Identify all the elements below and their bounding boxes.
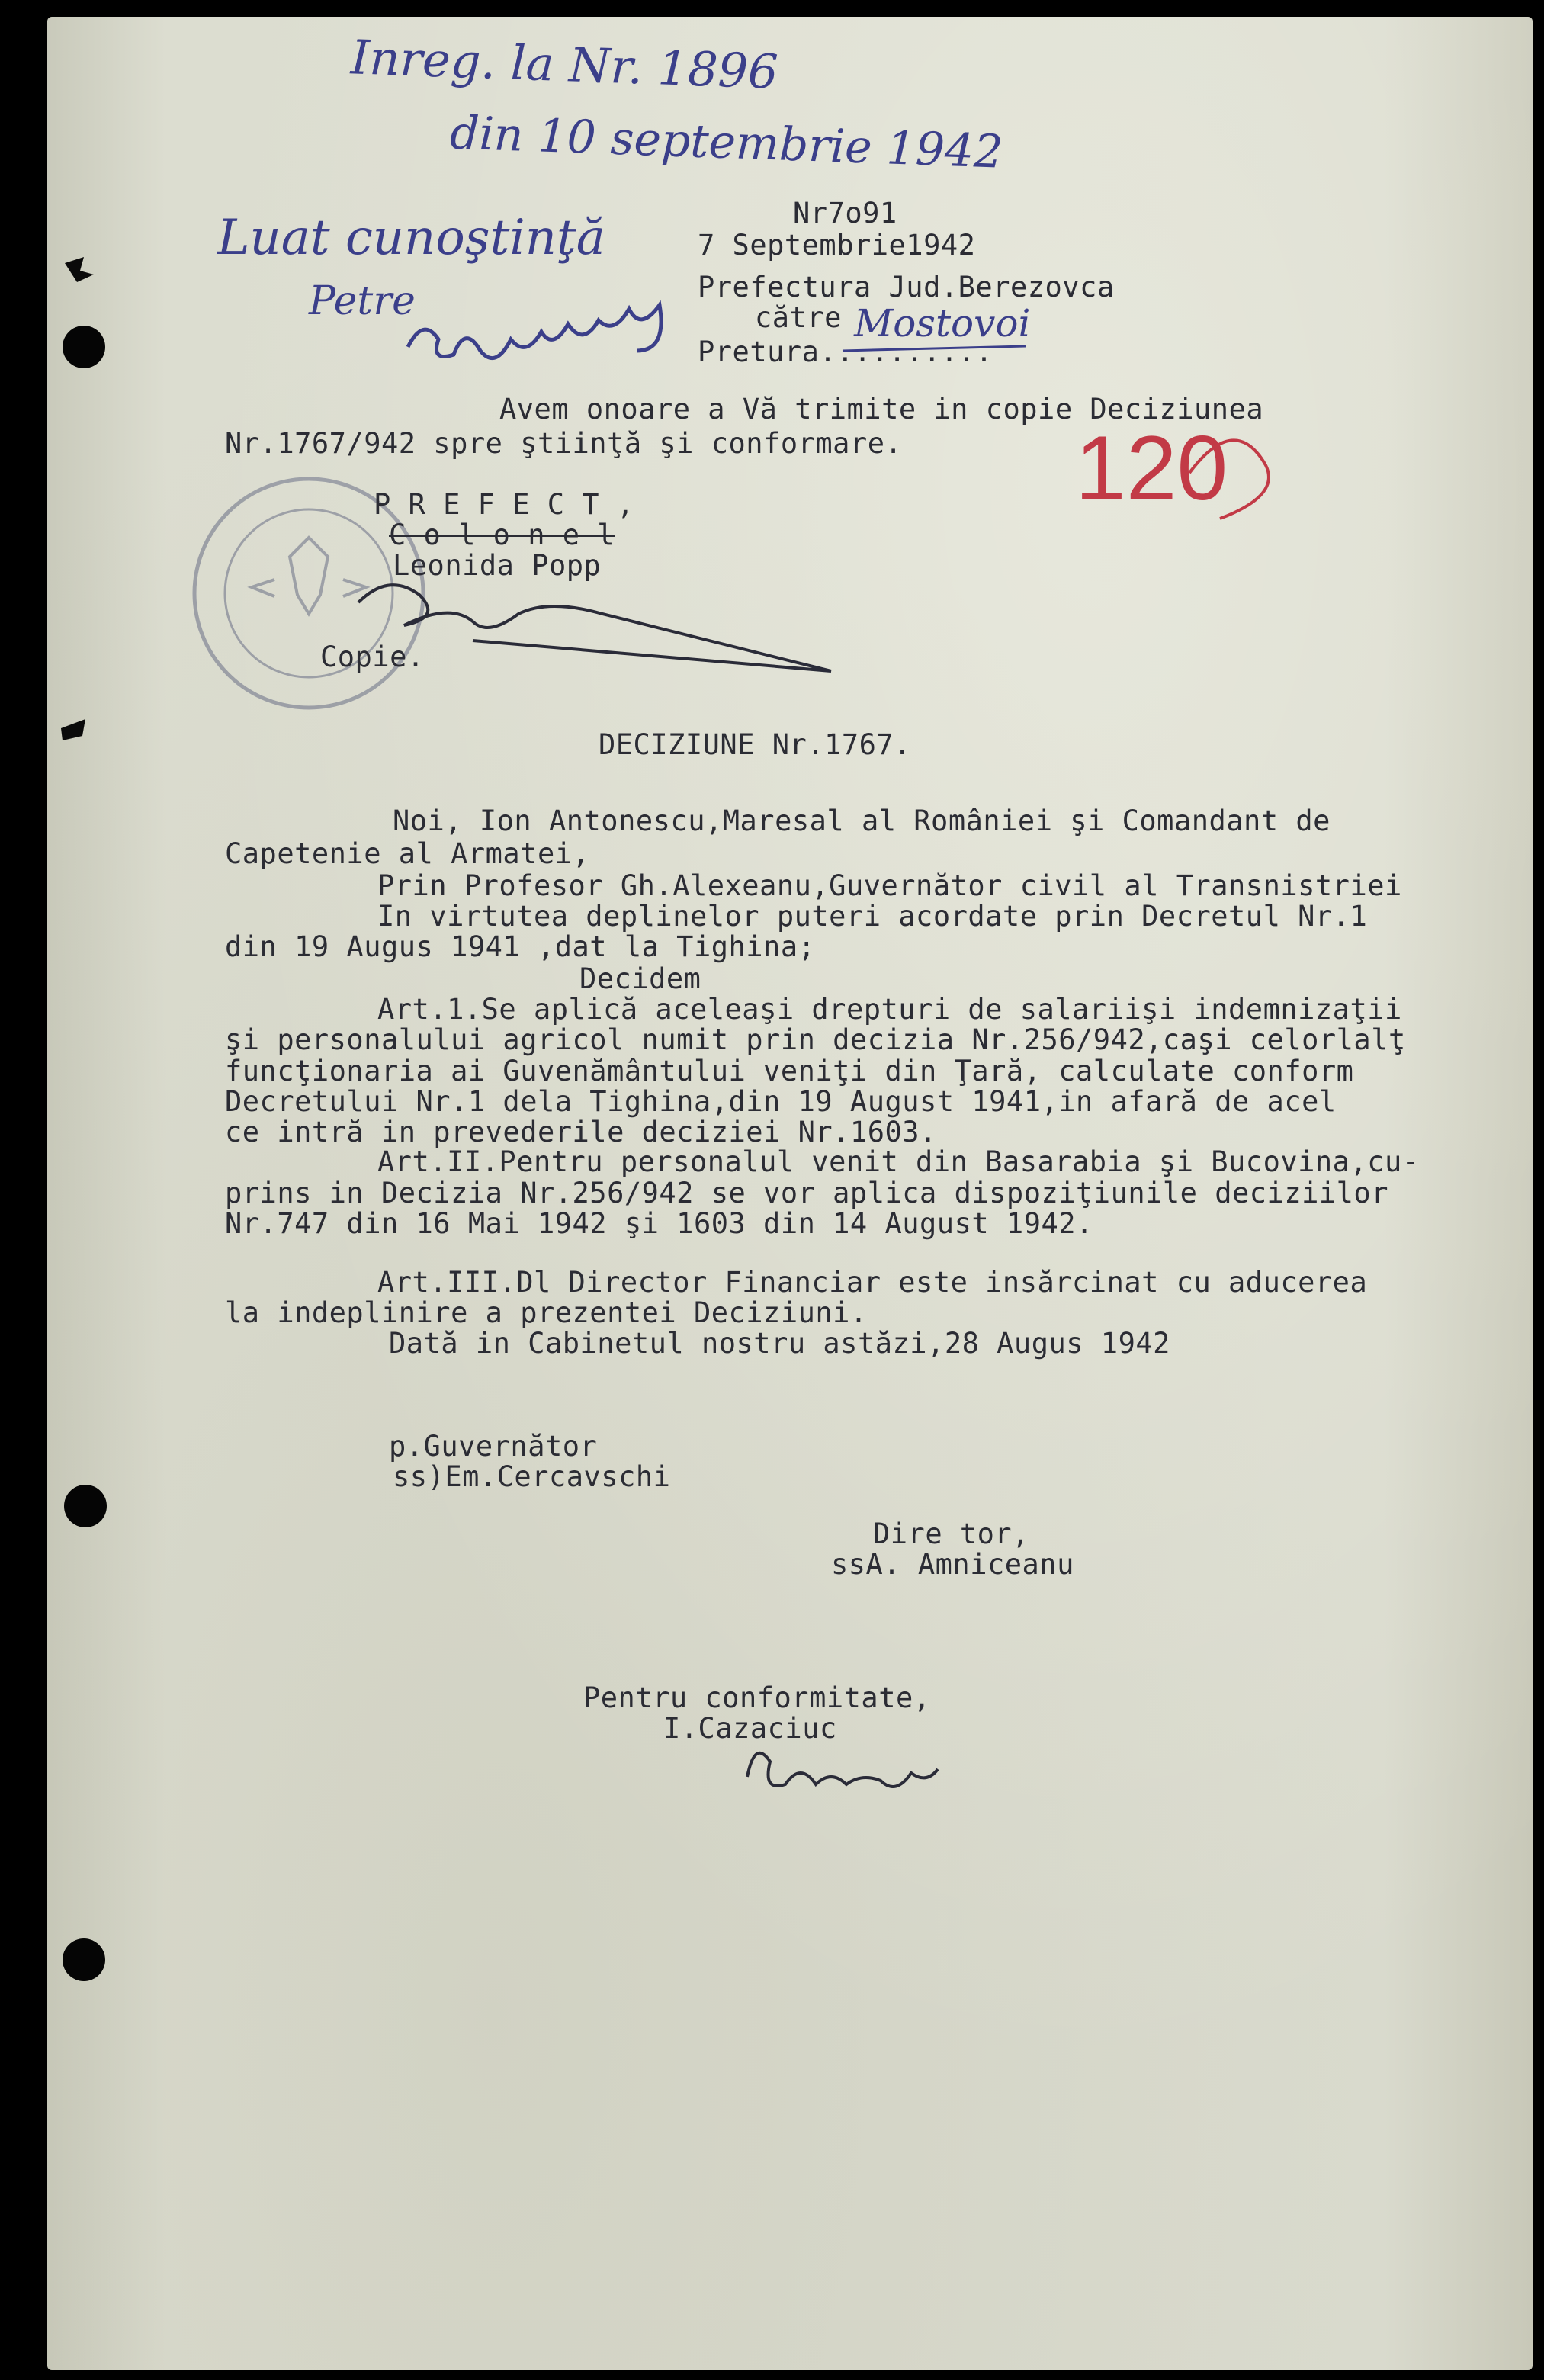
- signer-right-line2: ssA. Amniceanu: [831, 1548, 1074, 1581]
- red-pencil-number: 120: [1075, 417, 1228, 519]
- decision-line: la indeplinire a prezentei Deciziuni.: [225, 1296, 868, 1329]
- conformity-signature: [747, 1753, 938, 1787]
- decision-line: Capetenie al Armatei,: [225, 837, 590, 870]
- decision-line: prins in Decizia Nr.256/942 se vor aplica dispoziţiunile deciziilor: [225, 1177, 1388, 1209]
- decision-line: Dată in Cabinetul nostru astăzi,28 Augus 1942: [389, 1327, 1170, 1360]
- decision-line: Prin Profesor Gh.Alexeanu,Guvernător civil al Transnistriei: [377, 869, 1402, 902]
- decision-line: Art.1.Se aplică aceleaşi drepturi de salariişi indemnizaţii: [377, 993, 1402, 1026]
- acknowledgement-note: Luat cunoştinţă: [217, 210, 605, 266]
- decision-line: Decretului Nr.1 dela Tighina,din 19 August 1941,in afară de acel: [225, 1085, 1337, 1118]
- decision-title: DECIZIUNE Nr.1767.: [599, 728, 911, 761]
- registration-note-line2: din 10 septembrie 1942: [448, 106, 1004, 179]
- decision-line: din 19 Augus 1941 ,dat la Tighina;: [225, 930, 816, 963]
- decision-line: In virtutea deplinelor puteri acordate prin Decretul Nr.1: [377, 900, 1368, 933]
- prefect-title: P R E F E C T ,: [374, 488, 634, 521]
- recipient-pretura: Pretura..........: [698, 336, 993, 368]
- document-date: 7 Septembrie1942: [698, 229, 976, 262]
- document-number: Nr7o91: [793, 197, 897, 230]
- copy-label: Copie.: [320, 641, 425, 673]
- acknowledgement-name: Petre: [309, 278, 416, 324]
- handwritten-signature: [408, 305, 661, 358]
- cover-text-line1: Avem onoare a Vă trimite in copie Deciziunea: [499, 393, 1264, 426]
- signer-left-line1: p.Guvernător: [389, 1430, 598, 1463]
- decision-line: Noi, Ion Antonescu,Maresal al României şi Comandant de: [393, 805, 1331, 837]
- edge-damage-mark: [61, 719, 85, 740]
- pretura-handwritten-value: Mostovoi: [854, 301, 1031, 345]
- decision-line: funcţionaria ai Guvenământului veniţi din Ţară, calculate conform: [225, 1055, 1354, 1087]
- prefect-rank: C o l o n e l: [389, 519, 615, 551]
- prefect-name: Leonida Popp: [393, 549, 602, 582]
- decision-line: Nr.747 din 16 Mai 1942 şi 1603 din 14 August 1942.: [225, 1207, 1093, 1240]
- decision-line: Art.III.Dl Director Financiar este insărcinat cu aducerea: [377, 1266, 1368, 1299]
- signer-right-line1: Dire tor,: [873, 1518, 1029, 1550]
- prefect-signature: [358, 585, 831, 671]
- registration-note-line1: Inreg. la Nr. 1896: [349, 29, 779, 100]
- decision-line: Decidem: [579, 962, 701, 995]
- decision-line: şi personalului agricol numit prin decizia Nr.256/942,caşi celorlalţ: [225, 1023, 1406, 1056]
- to-label: către: [755, 301, 842, 334]
- conformity-line1: Pentru conformitate,: [583, 1681, 931, 1714]
- edge-damage-mark: [65, 257, 94, 282]
- issuer-prefecture: Prefectura Jud.Berezovca: [698, 271, 1115, 304]
- decision-line: ce intră in prevederile deciziei Nr.1603.: [225, 1116, 937, 1148]
- cover-text-line2: Nr.1767/942 spre ştiinţă şi conformare.: [225, 427, 903, 460]
- conformity-line2: I.Cazaciuc: [663, 1712, 837, 1745]
- decision-line: Art.II.Pentru personalul venit din Basarabia şi Bucovina,cu-: [377, 1145, 1420, 1178]
- signer-left-line2: ss)Em.Cercavschi: [393, 1460, 671, 1493]
